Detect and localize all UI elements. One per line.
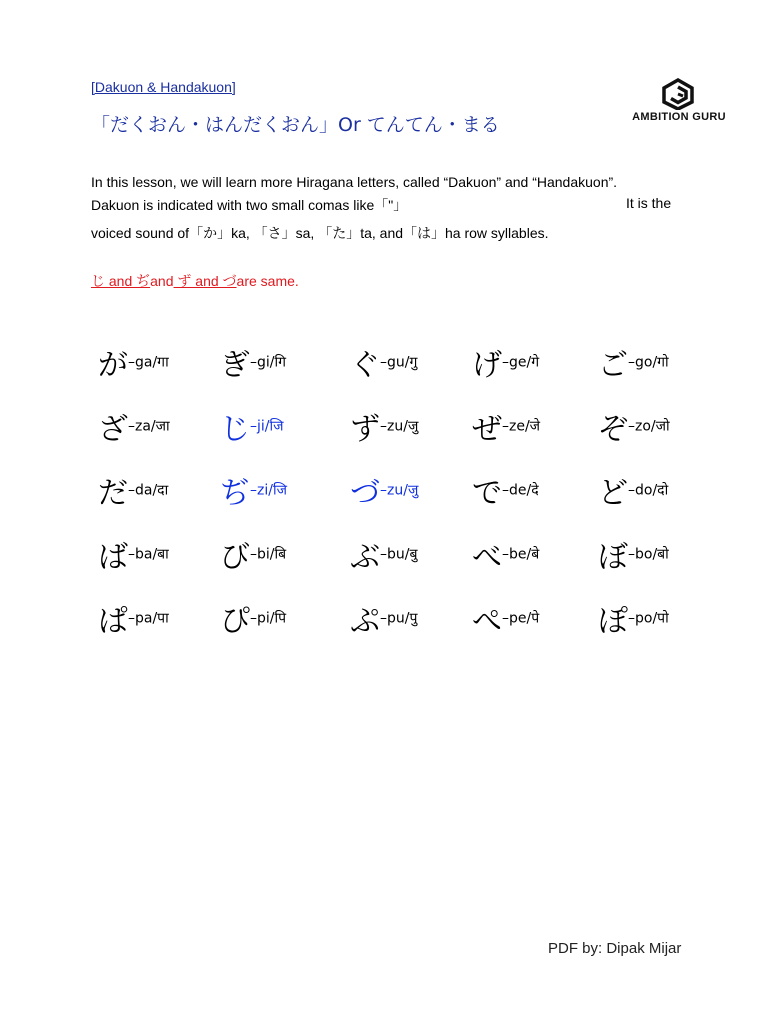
- kana-character: ぎ: [220, 348, 250, 383]
- kana-character: づ: [350, 476, 380, 511]
- kana-romanization: –za/जा: [128, 418, 170, 435]
- intro-line-1: In this lesson, we will learn more Hiragana letters, called “Dakuon” and “Handakuon”.: [91, 174, 618, 190]
- note-part-2: and: [150, 273, 174, 289]
- note-part-4: are same.: [236, 273, 299, 289]
- kana-romanization: –da/दा: [128, 482, 169, 499]
- kana-romanization: –de/दे: [502, 482, 539, 499]
- kana-cell: [350, 596, 417, 640]
- intro-line-3: voiced sound of「か」ka, 「さ」sa, 「た」ta, and「は」ha row syllables.: [91, 225, 549, 241]
- kana-romanization: –ba/बा: [128, 546, 169, 563]
- kana-character: ぜ: [472, 412, 502, 447]
- kana-cell: [598, 468, 668, 512]
- kana-cell: [350, 468, 418, 512]
- kana-character: び: [220, 540, 250, 575]
- kana-romanization: –bo/बो: [628, 546, 669, 563]
- kana-character: じ: [220, 412, 250, 447]
- kana-cell: [598, 596, 669, 640]
- kana-character: ど: [598, 476, 628, 511]
- lesson-heading-link[interactable]: [Dakuon & Handakuon]: [91, 79, 236, 95]
- kana-character: ぷ: [350, 604, 380, 639]
- kana-cell: [598, 404, 670, 448]
- kana-romanization: –ji/जि: [250, 418, 284, 435]
- kana-character: げ: [472, 348, 502, 383]
- kana-romanization: –bu/बु: [380, 546, 418, 563]
- kana-character: ぴ: [220, 604, 250, 639]
- kana-romanization: –pu/पु: [380, 610, 418, 627]
- kana-row: [98, 404, 718, 454]
- kana-cell: [472, 532, 539, 576]
- brand-name: AMBITION GURU: [632, 111, 726, 123]
- kana-character: ぱ: [98, 604, 128, 639]
- kana-cell: [220, 340, 286, 384]
- kana-character: ご: [598, 348, 628, 383]
- kana-cell: [220, 404, 284, 448]
- kana-row: [98, 596, 718, 646]
- kana-character: ぞ: [598, 412, 628, 447]
- intro-line-2: Dakuon is indicated with two small comas like「"」: [91, 197, 408, 213]
- kana-romanization: –zo/जो: [628, 418, 670, 435]
- kana-row: [98, 340, 718, 390]
- kana-character: べ: [472, 540, 502, 575]
- kana-cell: [472, 340, 539, 384]
- kana-cell: [98, 468, 168, 512]
- kana-row: [98, 532, 718, 582]
- kana-cell: [350, 532, 417, 576]
- kana-character: が: [98, 348, 128, 383]
- kana-romanization: –be/बे: [502, 546, 540, 563]
- kana-romanization: –go/गो: [628, 354, 669, 371]
- kana-character: だ: [98, 476, 128, 511]
- kana-romanization: –bi/बि: [250, 546, 287, 563]
- note-part-3: ず and づ: [173, 273, 237, 289]
- kana-character: ぽ: [598, 604, 628, 639]
- kana-cell: [220, 596, 286, 640]
- kana-romanization: –pe/पे: [502, 610, 540, 627]
- kana-character: ざ: [98, 412, 128, 447]
- kana-cell: [220, 468, 287, 512]
- kana-character: ぐ: [350, 348, 380, 383]
- kana-character: ぼ: [598, 540, 628, 575]
- kana-romanization: –do/दो: [628, 482, 669, 499]
- kana-character: ぢ: [220, 476, 250, 511]
- kana-romanization: –ge/गे: [502, 354, 540, 371]
- kana-cell: [98, 596, 169, 640]
- kana-romanization: –zu/जु: [380, 418, 419, 435]
- kana-romanization: –ze/जे: [502, 418, 541, 435]
- kana-character: ぺ: [472, 604, 502, 639]
- intro-line-2-tail: It is the: [626, 195, 672, 211]
- kana-romanization: –zi/जि: [250, 482, 287, 499]
- note-part-1: じ and ぢ: [91, 273, 151, 289]
- kana-row: [98, 468, 718, 518]
- kana-romanization: –gu/गु: [380, 354, 418, 371]
- kana-romanization: –zu/जु: [380, 482, 419, 499]
- ambition-guru-logo-icon: [660, 78, 696, 110]
- kana-character: ぶ: [350, 540, 380, 575]
- kana-romanization: –po/पो: [628, 610, 669, 627]
- kana-cell: [98, 404, 170, 448]
- kana-cell: [220, 532, 286, 576]
- kana-character: ず: [350, 412, 380, 447]
- kana-character: ば: [98, 540, 128, 575]
- footer-credit: PDF by: Dipak Mijar: [548, 940, 682, 957]
- kana-character: で: [472, 476, 502, 511]
- kana-romanization: –pi/पि: [250, 610, 287, 627]
- kana-cell: [472, 404, 540, 448]
- kana-romanization: –gi/गि: [250, 354, 287, 371]
- kana-cell: [598, 340, 669, 384]
- japanese-title: 「だくおん・はんだくおん」Or てんてん・まる: [91, 114, 500, 136]
- brand-logo: [626, 78, 736, 128]
- kana-romanization: –pa/पा: [128, 610, 169, 627]
- kana-cell: [598, 532, 669, 576]
- kana-cell: [350, 340, 417, 384]
- kana-cell: [350, 404, 418, 448]
- kana-cell: [472, 468, 539, 512]
- kana-cell: [472, 596, 539, 640]
- same-sound-note: [91, 271, 299, 291]
- kana-romanization: –ga/गा: [128, 354, 169, 371]
- kana-cell: [98, 340, 169, 384]
- kana-cell: [98, 532, 169, 576]
